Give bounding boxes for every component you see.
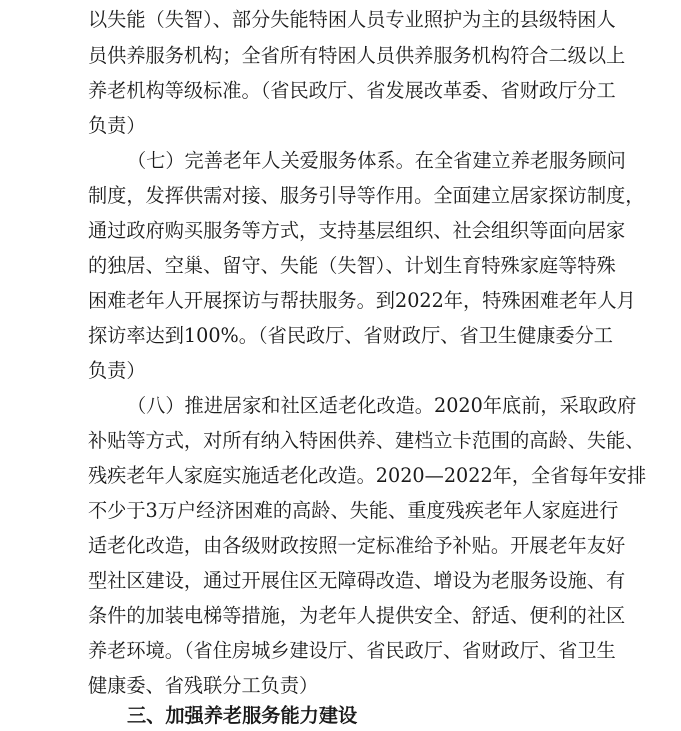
- paragraph-line: 的独居、空巢、留守、失能（失智）、计划生育特殊家庭等特殊: [88, 254, 616, 277]
- paragraph-line: 探访率达到100%。（省民政厅、省财政厅、省卫生健康委分工: [88, 324, 613, 347]
- paragraph-line: 负责）: [88, 359, 146, 382]
- paragraph-line: 通过政府购买服务等方式，支持基层组织、社会组织等面向居家: [88, 219, 626, 242]
- paragraph-line: 养老机构等级标准。（省民政厅、省发展改革委、省财政厅分工: [88, 79, 616, 102]
- paragraph-line: 养老环境。（省住房城乡建设厅、省民政厅、省财政厅、省卫生: [88, 639, 616, 662]
- paragraph-line: 适老化改造，由各级财政按照一定标准给予补贴。开展老年友好: [88, 534, 626, 557]
- paragraph-line: 负责）: [88, 114, 146, 137]
- paragraph-line: 型社区建设，通过开展住区无障碍改造、增设为老服务设施、有: [88, 569, 626, 592]
- paragraph-line: 补贴等方式，对所有纳入特困供养、建档立卡范围的高龄、失能、: [88, 429, 645, 452]
- paragraph-line: （七）完善老年人关爱服务体系。在全省建立养老服务顾问: [127, 149, 626, 172]
- section-heading: 三、加强养老服务能力建设: [127, 704, 358, 727]
- paragraph-line: 条件的加装电梯等措施，为老年人提供安全、舒适、便利的社区: [88, 604, 626, 627]
- paragraph-line: 以失能（失智）、部分失能特困人员专业照护为主的县级特困人: [88, 8, 616, 31]
- paragraph-line: 困难老年人开展探访与帮扶服务。到2022年，特殊困难老年人月: [88, 289, 636, 312]
- paragraph-line: 员供养服务机构；全省所有特困人员供养服务机构符合二级以上: [88, 44, 626, 67]
- paragraph-line: 不少于3万户经济困难的高龄、失能、重度残疾老年人家庭进行: [88, 499, 619, 522]
- paragraph-line: 制度，发挥供需对接、服务引导等作用。全面建立居家探访制度，: [88, 184, 645, 207]
- paragraph-line: （八）推进居家和社区适老化改造。2020年底前，采取政府: [127, 394, 637, 417]
- paragraph-line: 健康委、省残联分工负责）: [88, 674, 319, 697]
- paragraph-line: 残疾老年人家庭实施适老化改造。2020—2022年，全省每年安排: [88, 464, 647, 487]
